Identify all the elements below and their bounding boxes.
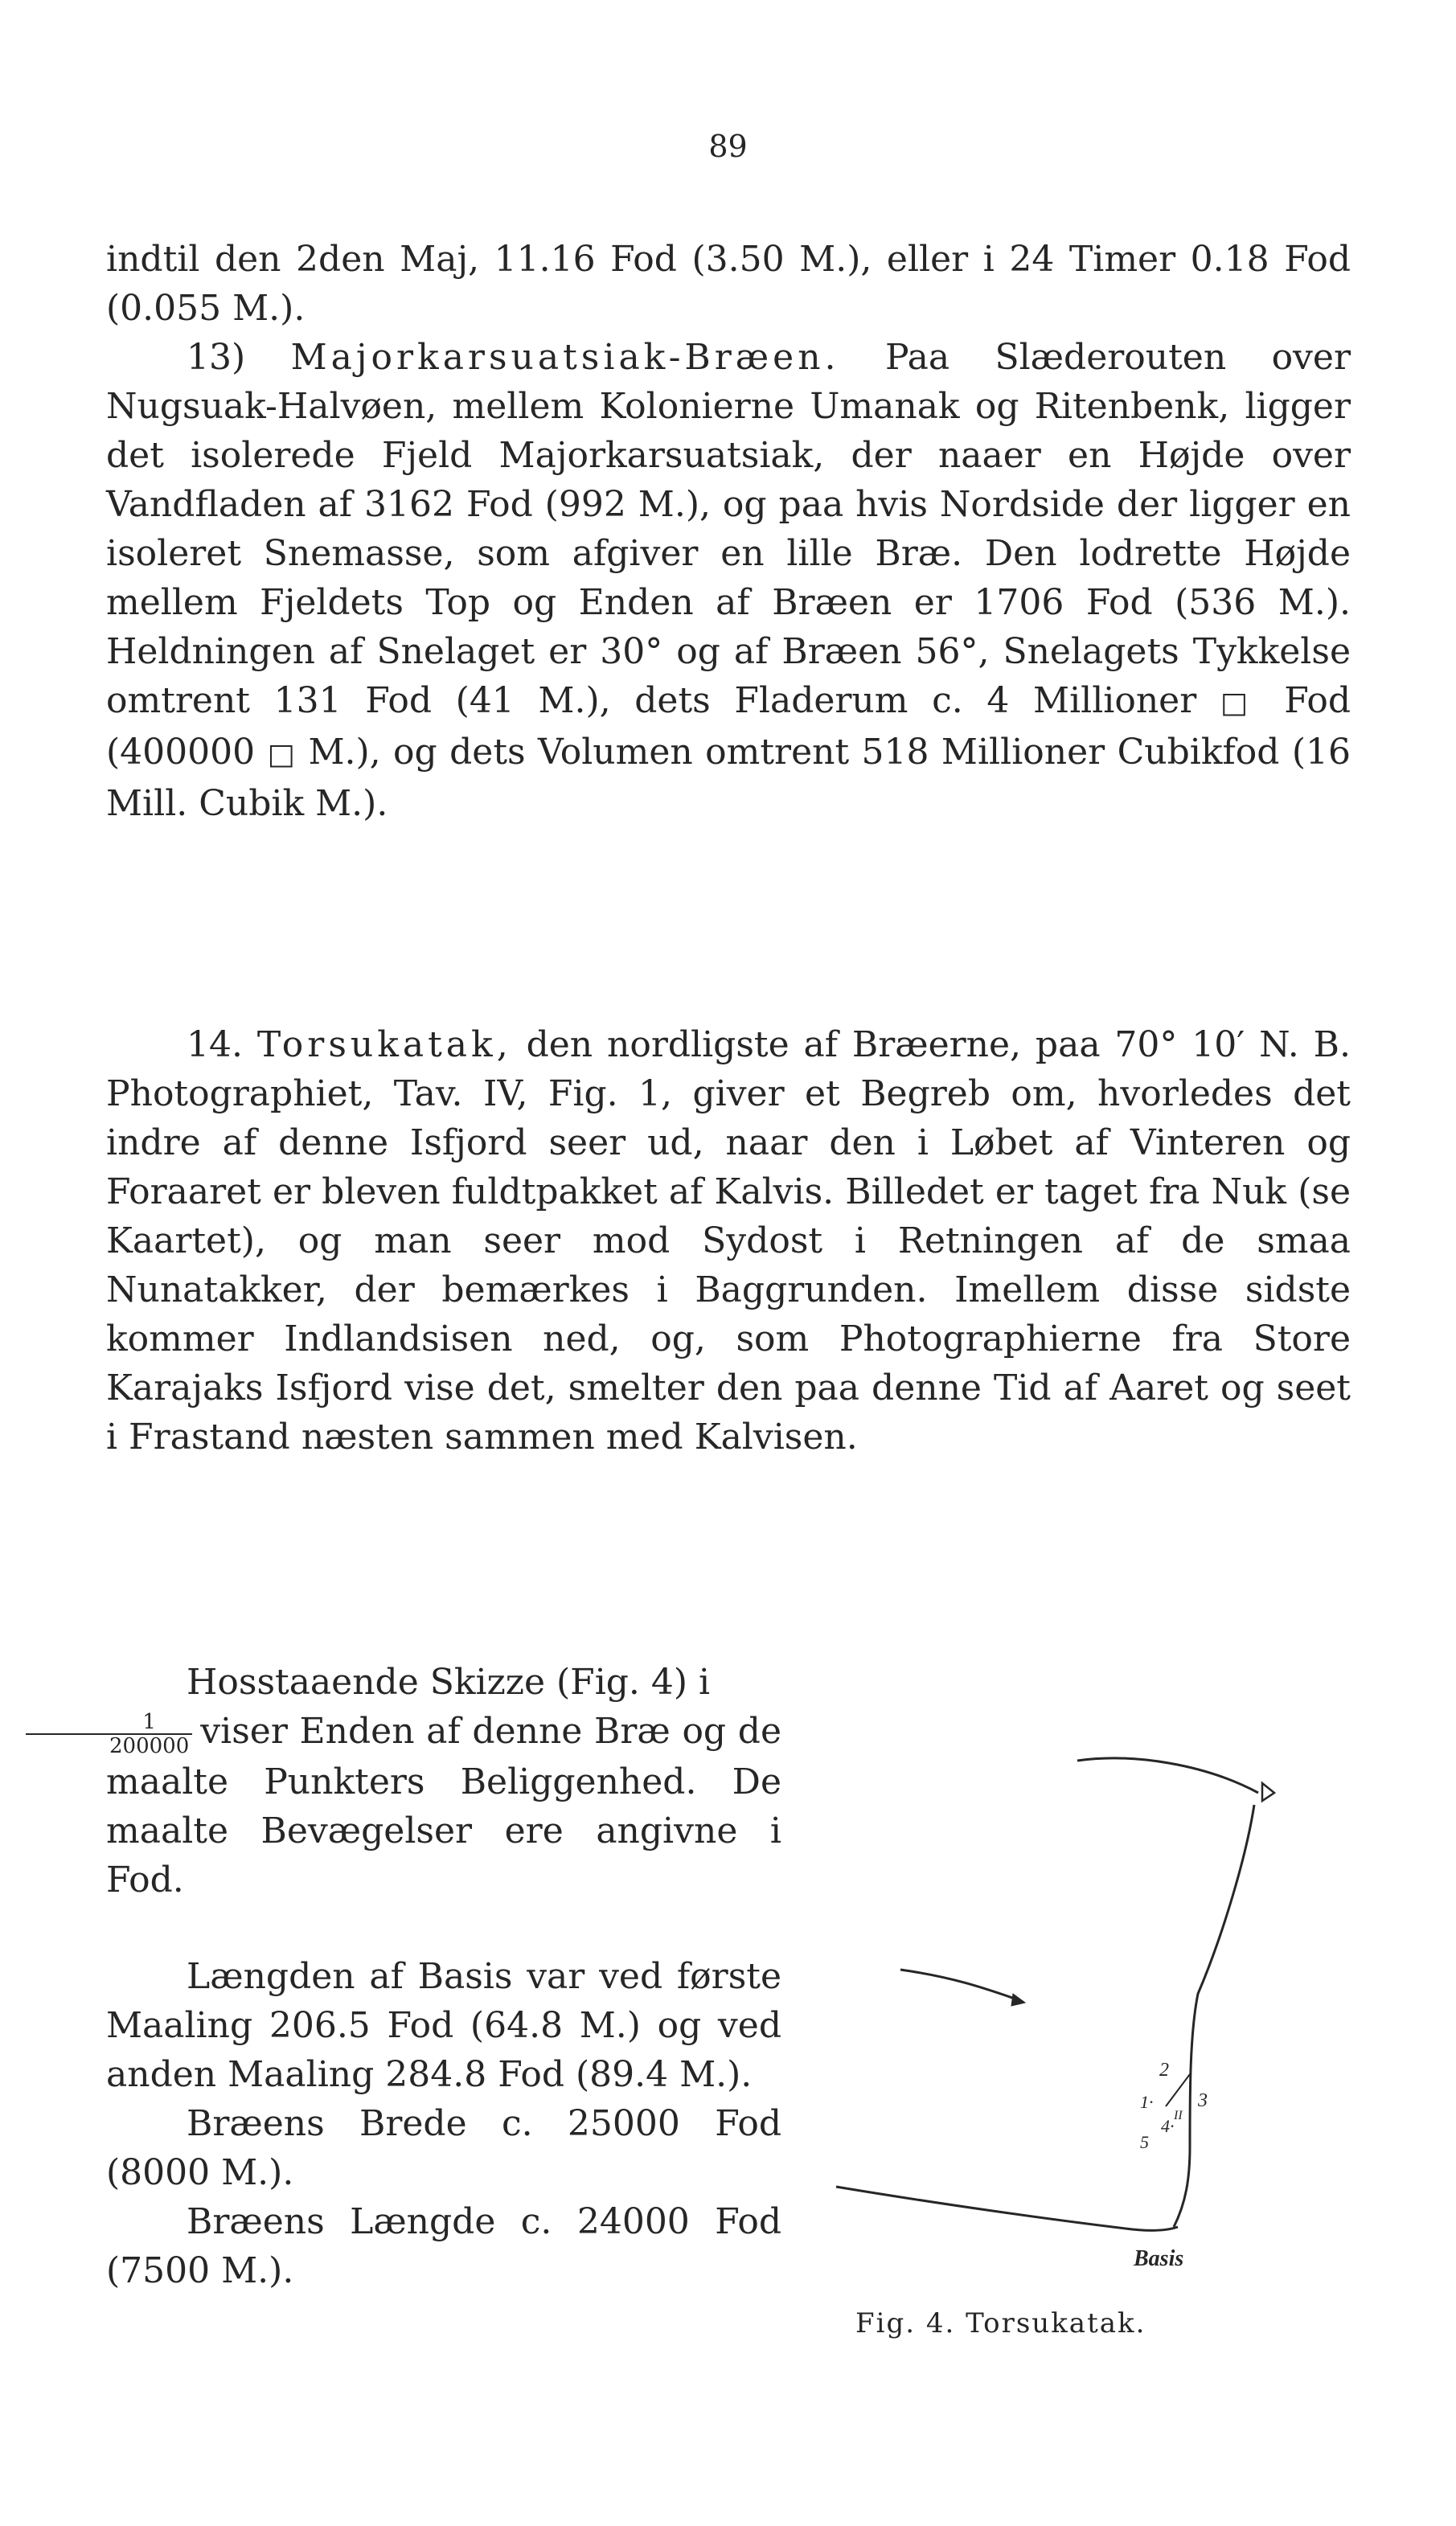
arrow-head-icon bbox=[1011, 1994, 1025, 2006]
figure-4-sketch bbox=[788, 1728, 1367, 2356]
paragraph-continuation bbox=[106, 235, 1351, 333]
point-label: 1· bbox=[1140, 2092, 1154, 2112]
point-label: 5 bbox=[1140, 2132, 1149, 2152]
lower-shoreline bbox=[836, 2187, 1178, 2230]
paragraph-sketch bbox=[106, 1658, 781, 1905]
section-title-majorkarsuatsiak: Majorkarsuatsiak-Bræen. bbox=[290, 337, 840, 378]
basis-line bbox=[1166, 2074, 1190, 2106]
para2-text-a: Paa Slæderouten over Nugsuak-Halvøen, mellem Kolonierne Umanak og Ritenbenk, ligger det isolerede Fjeld Majorkarsuatsiak, der naaer en Højde over Vandfladen af 3162 Fod (992 M.), og paa hvis Nordside der ligger en isoleret Snemasse, som afgiver en lille Bræ. Den lodrette Højde mellem Fjeldets Top og Enden af Bræen er 1706 Fod (536 M.). Heldningen af Snelaget er 30° og af Bræen 56°, Snelagets Tykkelse omtrent 131 Fod (41 M.), dets Fladerum c. 4 Millioner bbox=[106, 337, 1351, 721]
section-number-13: 13) bbox=[187, 337, 246, 378]
para3-text: den nordligste af Bræerne, paa 70° 10′ N. B. Photographiet, Tav. IV, Fig. 1, giver et Begreb om, hvorledes det indre af denne Isfjord seer ud, naar den i Løbet af Vinteren og Foraaret er bleven fuldtpakket af Kalvis. Billedet er taget fra Nuk (se Kaartet), og man seer mod Sydost i Retningen af de smaa Nunatakker, der bemærkes i Baggrunden. Imellem disse sidste kommer Indlandsisen ned, og, som Photographierne fra Store Karajaks Isfjord vise det, smelter den paa denne Tid af Aaret og seet i Frastand næsten sammen med Kalvisen. bbox=[106, 1024, 1351, 1458]
point-label: 3 bbox=[1198, 2090, 1208, 2111]
paragraph-torsukatak bbox=[106, 1020, 1351, 1462]
para4-text-b: viser Enden af denne Bræ og de maalte Punkters Beliggenhed. De maalte Bevægelser ere angivne i Fod. bbox=[106, 1711, 781, 1901]
triangle-marker-icon bbox=[1262, 1783, 1274, 1801]
para4-text-a: Hosstaaende Skizze (Fig. 4) i bbox=[187, 1662, 711, 1703]
paragraph-majorkarsuatsiak bbox=[106, 333, 1351, 828]
paragraph-basis bbox=[106, 1952, 781, 2099]
section-number-14: 14. bbox=[187, 1024, 243, 1065]
square-symbol: □ bbox=[267, 738, 297, 771]
point-label: 2 bbox=[1159, 2060, 1169, 2081]
arrow-line bbox=[900, 1970, 1019, 2000]
section-title-torsukatak: Torsukatak, bbox=[256, 1024, 512, 1065]
scale-numerator: 1 bbox=[26, 1711, 192, 1735]
glacier-sketch-drawing bbox=[788, 1728, 1367, 2356]
paragraph-width bbox=[106, 2099, 781, 2197]
para2-text-b: Fod (400000 bbox=[106, 680, 1351, 773]
scale-denominator: 200000 bbox=[109, 1733, 190, 1758]
para5-text: Længden af Basis var ved første Maaling 206.5 Fod (64.8 M.) og ved anden Maaling 284.8 Fod (89.4 M.). bbox=[106, 1956, 781, 2095]
paragraph-length bbox=[106, 2197, 781, 2295]
para1-text: indtil den 2den Maj, 11.16 Fod (3.50 M.), eller i 24 Timer 0.18 Fod (0.055 M.). bbox=[106, 239, 1351, 329]
point-label: 4· bbox=[1161, 2116, 1175, 2136]
glacier-front-edge bbox=[1174, 1805, 1254, 2227]
para7-text: Bræens Længde c. 24000 Fod (7500 M.). bbox=[106, 2201, 781, 2291]
point-label: II bbox=[1174, 2109, 1183, 2122]
para2-text-c: M.), og dets Volumen omtrent 518 Millioner Cubikfod (16 Mill. Cubik M.). bbox=[106, 732, 1351, 824]
square-symbol: □ bbox=[1220, 687, 1261, 720]
scale-fraction bbox=[26, 1711, 192, 1757]
glacier-upper-edge bbox=[1077, 1758, 1258, 1793]
basis-label: Basis bbox=[1134, 2246, 1184, 2271]
para6-text: Bræens Brede c. 25000 Fod (8000 M.). bbox=[106, 2103, 781, 2193]
figure-caption: Fig. 4. Torsukatak. bbox=[855, 2307, 1146, 2339]
page-number: 89 bbox=[708, 129, 748, 164]
